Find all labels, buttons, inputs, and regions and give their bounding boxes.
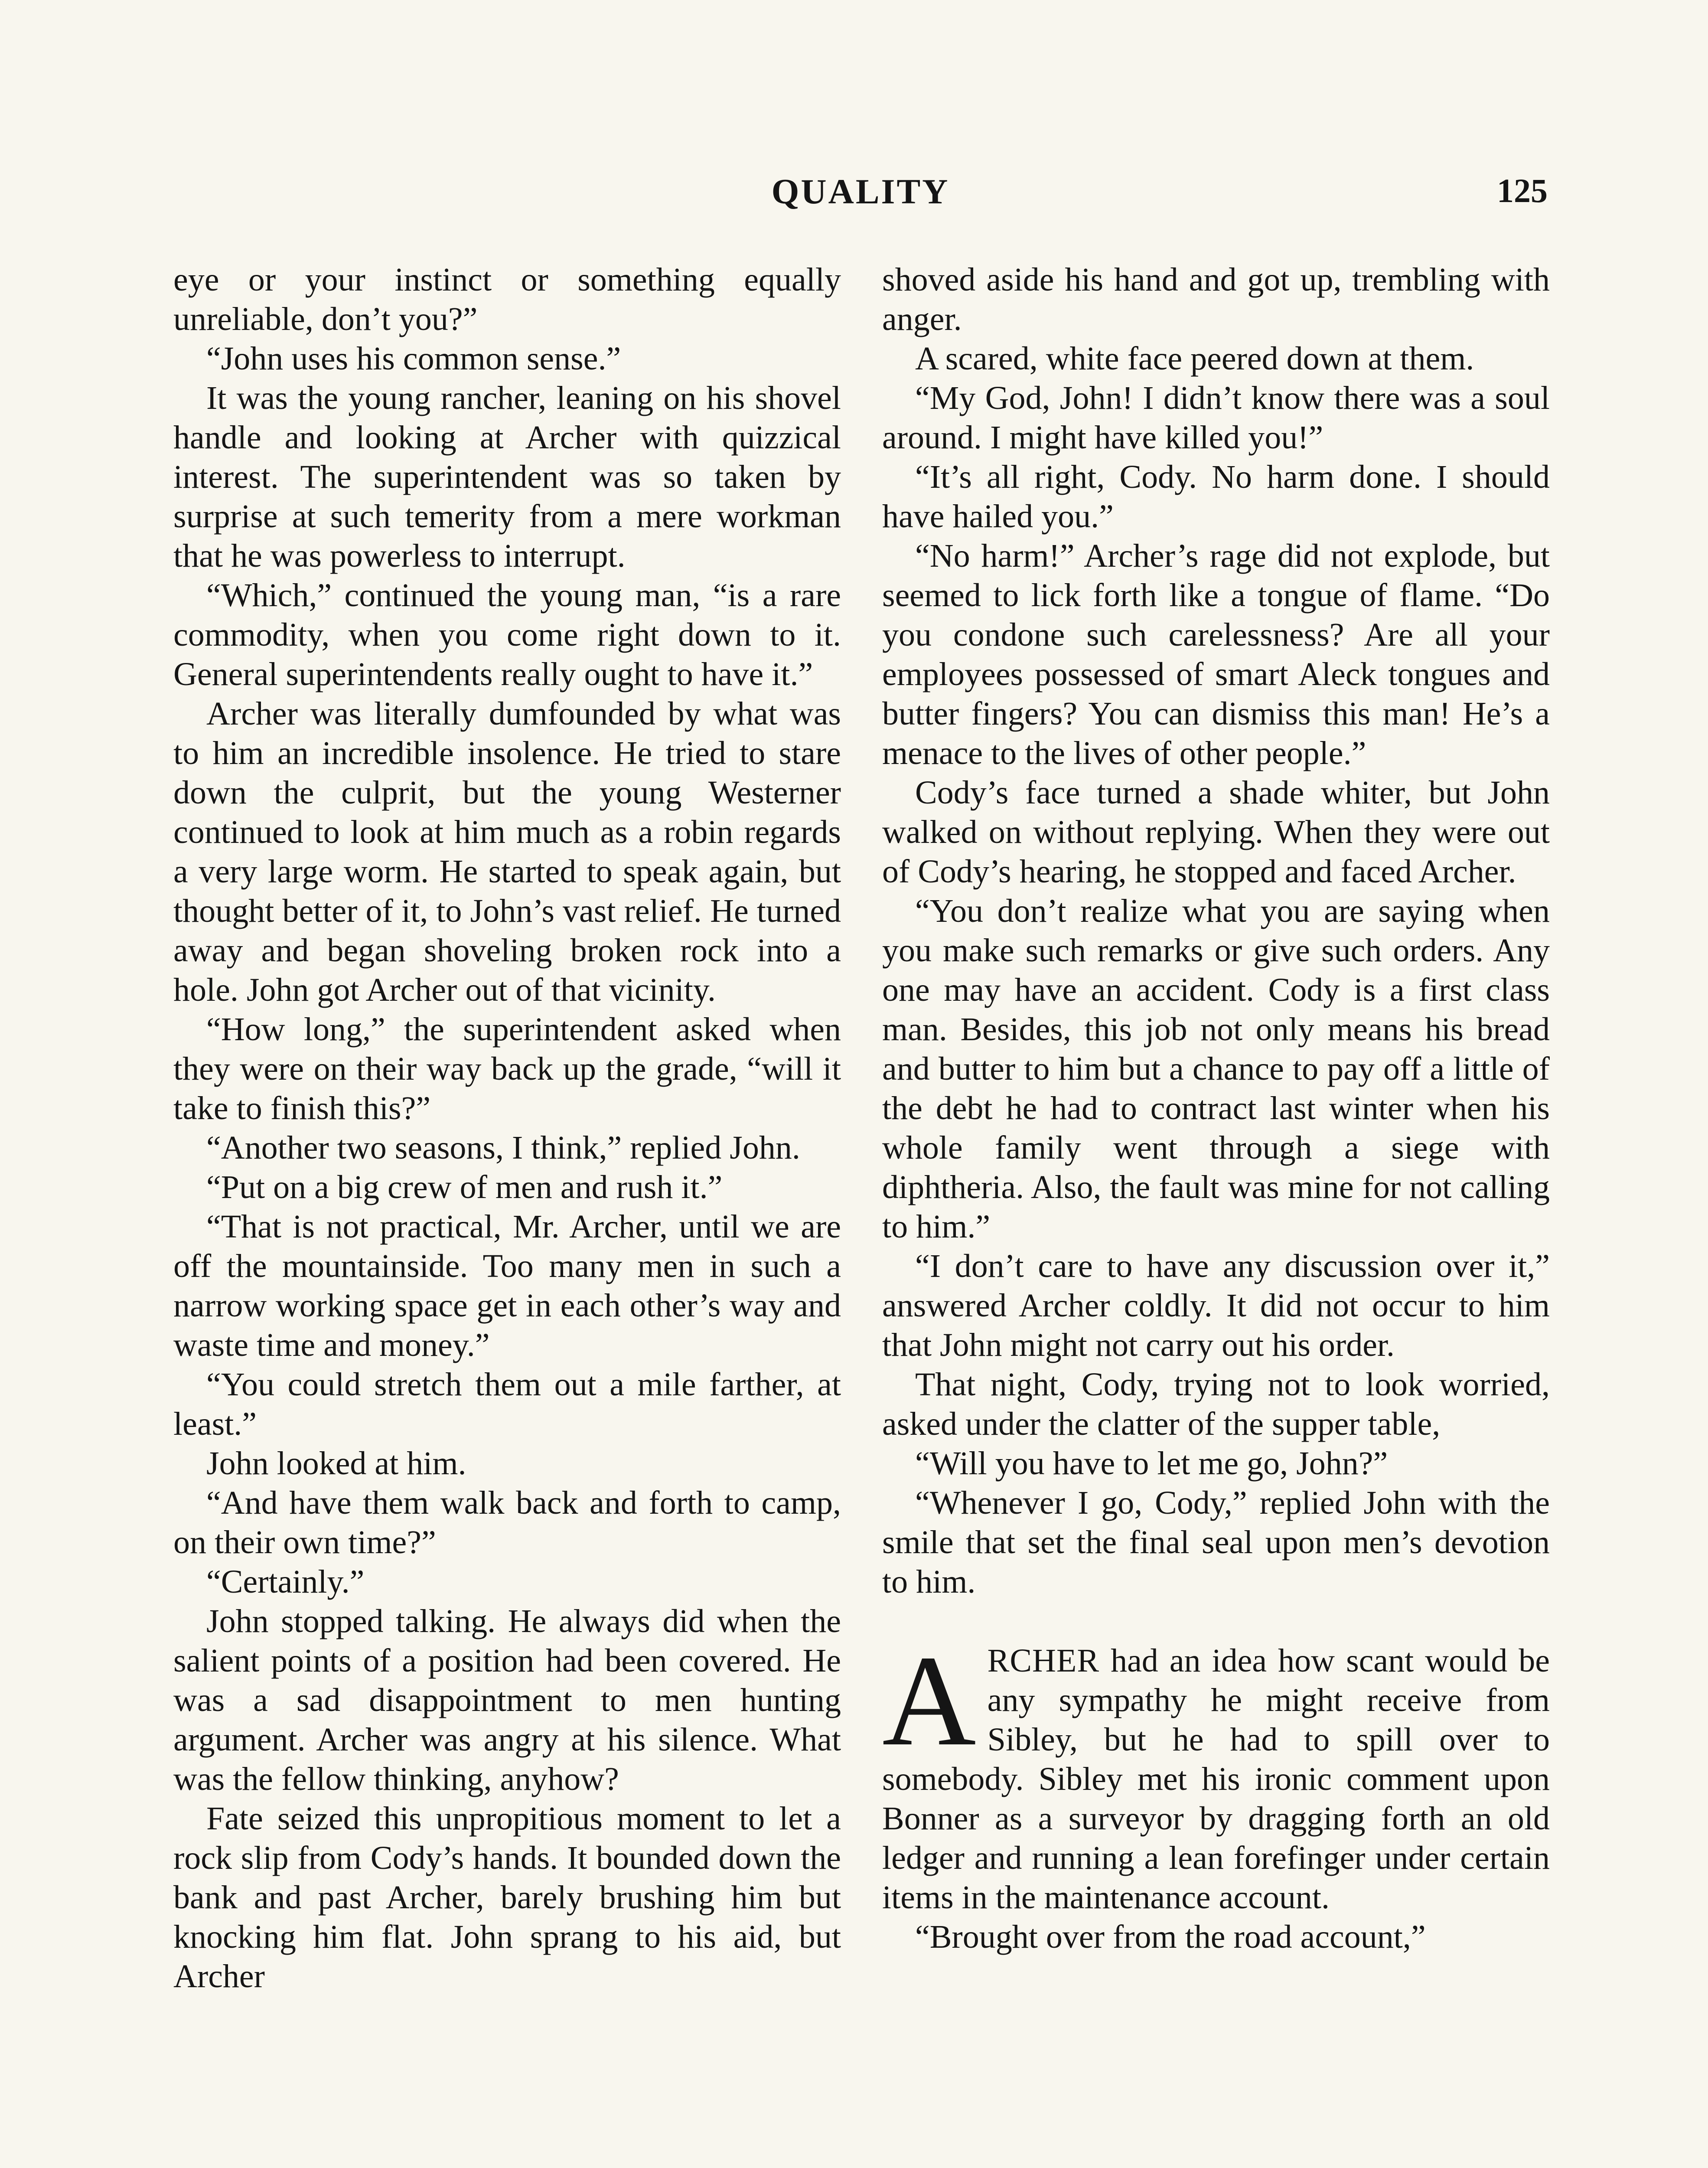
- paragraph: “Certainly.”: [206, 1564, 365, 1600]
- paragraph: That night, Cody, trying not to look worried, asked under the clatter of the supper table,: [882, 1366, 1550, 1442]
- right-text-column: [882, 260, 1550, 1957]
- paragraph: “Another two seasons, I think,” replied John.: [206, 1130, 800, 1166]
- paragraph: “How long,” the superintendent asked when they were on their way back up the grade, “will it take to finish this?”: [173, 1011, 841, 1126]
- paragraph: “Will you have to let me go, John?”: [915, 1445, 1388, 1482]
- paragraph: Archer was literally dumfounded by what was to him an incredible insolence. He tried to stare down the culprit, but the young Westerner continued to look at him much as a robin regards a very large worm. He started to speak again, but thought better of it, to John’s vast relief. He turned away and began shoveling broken rock into a hole. John got Archer out of that vicinity.: [173, 695, 841, 1008]
- paragraph: “John uses his common sense.”: [206, 340, 621, 377]
- paragraph: “Brought over from the road account,”: [915, 1919, 1426, 1955]
- page-header: [173, 171, 1548, 219]
- running-title: QUALITY: [771, 172, 950, 211]
- paragraph: “Whenever I go, Cody,” replied John with the smile that set the final seal upon men’s devotion to him.: [882, 1485, 1550, 1600]
- paragraph: “No harm!” Archer’s rage did not explode, but seemed to lick forth like a tongue of flame. “Do you condone such carelessness? Are all your employees possessed of smart Aleck tongues and butter fingers? You can dismiss this man! He’s a menace to the lives of other people.”: [882, 538, 1550, 771]
- paragraph: “It’s all right, Cody. No harm done. I should have hailed you.”: [882, 459, 1550, 535]
- paragraph: A scared, white face peered down at them.: [915, 340, 1474, 377]
- paragraph: “I don’t care to have any discussion over it,” answered Archer coldly. It did not occur to him that John might not carry out his order.: [882, 1248, 1550, 1363]
- paragraph: “You could stretch them out a mile farther, at least.”: [173, 1366, 841, 1442]
- section-opening-paragraph: [882, 1629, 1550, 1917]
- paragraph: It was the young rancher, leaning on his shovel handle and looking at Archer with quizzical interest. The superintendent was so taken by surprise at such temerity from a mere workman that he was powerless to interrupt.: [173, 380, 841, 574]
- left-text-column: [173, 260, 841, 1996]
- paragraph: John looked at him.: [206, 1445, 466, 1482]
- continued-paragraph: eye or your instinct or something equally unreliable, don’t you?”: [173, 261, 841, 337]
- paragraph: Cody’s face turned a shade whiter, but John walked on without replying. When they were out of Cody’s hearing, he stopped and faced Archer.: [882, 774, 1550, 890]
- paragraph: “My God, John! I didn’t know there was a soul around. I might have killed you!”: [882, 380, 1550, 456]
- paragraph: “Put on a big crew of men and rush it.”: [206, 1169, 723, 1205]
- paragraph: “You don’t realize what you are saying when you make such remarks or give such orders. Any one may have an accident. Cody is a first class man. Besides, this job not only means his bread and butter to him but a chance to pay off a little of the debt he had to contract last winter when his whole family went through a siege with diphtheria. Also, the fault was mine for not calling to him.”: [882, 893, 1550, 1245]
- paragraph: Fate seized this unpropitious moment to let a rock slip from Cody’s hands. It bounded down the bank and past Archer, barely brushing him but knocking him flat. John sprang to his aid, but Archer: [173, 1800, 841, 1995]
- small-caps-lead: RCHER: [987, 1642, 1100, 1679]
- paragraph: John stopped talking. He always did when the salient points of a position had been covered. He was a sad disappointment to men hunting argument. Archer was angry at his silence. What was the fellow thinking, anyhow?: [173, 1603, 841, 1797]
- paragraph: “Which,” continued the young man, “is a rare commodity, when you come right down to it. General superintendents really ought to have it.”: [173, 577, 841, 692]
- page-number: 125: [1497, 172, 1548, 209]
- paragraph-text: had an idea how scant would be any sympathy he might receive from Sibley, but he had to spill over to somebody. Sibley met his ironic comment upon Bonner as a surveyor by dragging forth an old ledger and running a lean forefinger under certain items in the maintenance account.: [882, 1642, 1550, 1916]
- continued-paragraph: shoved aside his hand and got up, trembling with anger.: [882, 261, 1550, 337]
- paragraph: “And have them walk back and forth to camp, on their own time?”: [173, 1485, 841, 1561]
- paragraph: “That is not practical, Mr. Archer, until we are off the mountainside. Too many men in such a narrow working space get in each other’s way and waste time and money.”: [173, 1208, 841, 1363]
- drop-cap: A: [882, 1629, 976, 1773]
